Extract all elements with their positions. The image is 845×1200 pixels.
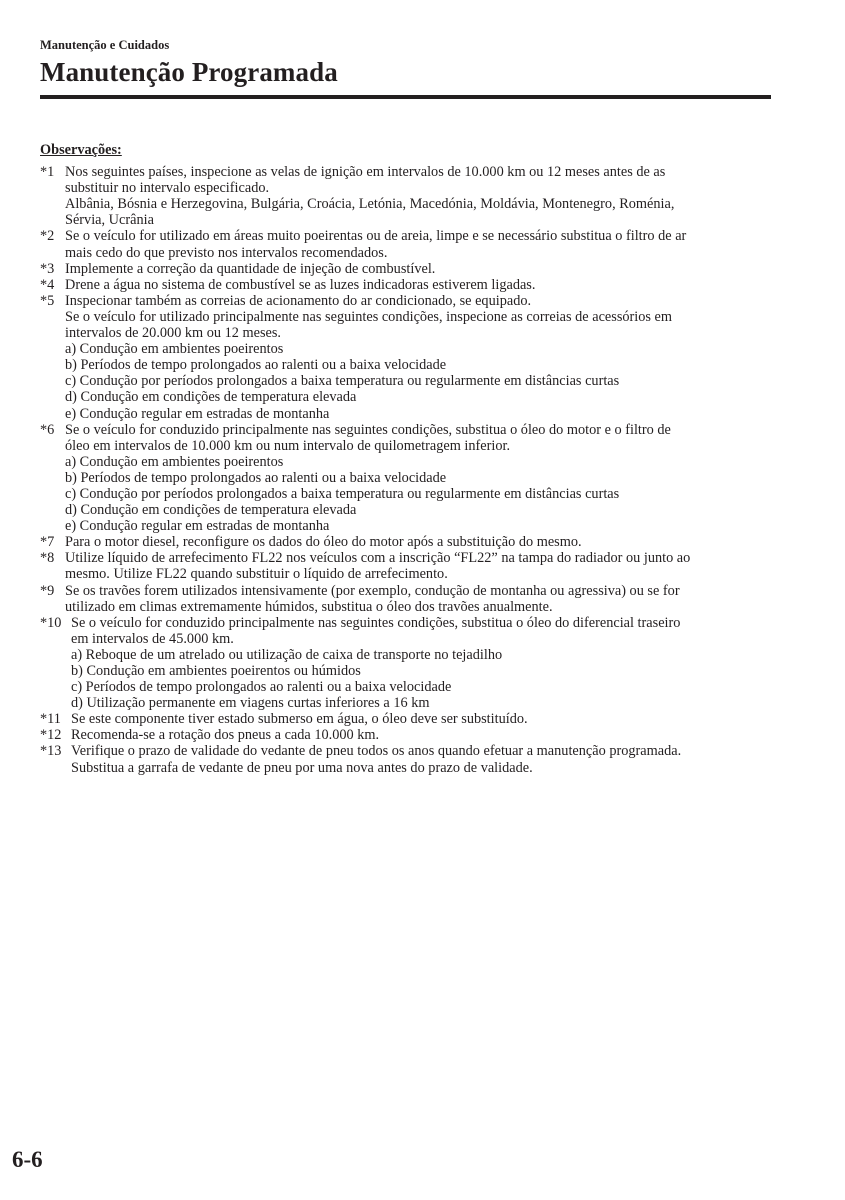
note-line: Se este componente tiver estado submerso em água, o óleo deve ser substituído. bbox=[71, 711, 528, 728]
note-marker: *5 bbox=[40, 292, 55, 309]
note-body bbox=[65, 261, 770, 277]
note-line: Implemente a correção da quantidade de injeção de combustível. bbox=[65, 260, 436, 277]
note-marker: *10 bbox=[40, 614, 62, 631]
note-line: Se os travões forem utilizados intensivamente (por exemplo, condução de montanha ou agressiva) ou se for bbox=[65, 582, 680, 599]
note-line: Se o veículo for utilizado em áreas muito poeirentas ou de areia, limpe e se necessário substitua o filtro de ar bbox=[65, 228, 687, 245]
note-body bbox=[71, 711, 770, 727]
note-item bbox=[40, 422, 770, 535]
note-marker: *11 bbox=[40, 711, 61, 728]
notes-section bbox=[40, 142, 770, 776]
section-header: Manutenção e Cuidados bbox=[40, 38, 170, 52]
note-line: intervalos de 20.000 km ou 12 meses. bbox=[65, 325, 282, 342]
note-line: d) Utilização permanente em viagens curtas inferiores a 16 km bbox=[71, 695, 430, 712]
note-line: Albânia, Bósnia e Herzegovina, Bulgária, Croácia, Letónia, Macedónia, Moldávia, Montenegro, Roménia, bbox=[65, 196, 675, 213]
note-body bbox=[65, 164, 770, 228]
note-line: b) Condução em ambientes poeirentos ou húmidos bbox=[71, 663, 361, 679]
note-line: Se o veículo for conduzido principalmente nas seguintes condições, substitua o óleo do diferencial traseiro bbox=[71, 614, 681, 631]
note-item bbox=[40, 743, 770, 775]
notes-list bbox=[40, 164, 770, 776]
note-line: utilizado em climas extremamente húmidos, substitua o óleo dos travões anualmente. bbox=[65, 598, 553, 615]
note-body bbox=[71, 727, 770, 743]
note-marker: *4 bbox=[40, 276, 55, 293]
note-marker: *6 bbox=[40, 421, 55, 438]
note-marker: *3 bbox=[40, 260, 55, 277]
note-body bbox=[65, 550, 770, 582]
note-body bbox=[65, 293, 770, 422]
title-divider bbox=[40, 95, 771, 99]
note-line: substituir no intervalo especificado. bbox=[65, 180, 270, 197]
note-line: a) Reboque de um atrelado ou utilização de caixa de transporte no tejadilho bbox=[71, 646, 503, 663]
note-line: em intervalos de 45.000 km. bbox=[71, 630, 234, 647]
note-line: Substitua a garrafa de vedante de pneu por uma nova antes do prazo de validade. bbox=[71, 759, 533, 776]
note-item bbox=[40, 550, 770, 582]
note-body bbox=[65, 583, 770, 615]
page-number: 6-6 bbox=[12, 1147, 43, 1172]
note-line: c) Condução por períodos prolongados a baixa temperatura ou regularmente em distâncias curtas bbox=[65, 485, 620, 502]
note-line: b) Períodos de tempo prolongados ao ralenti ou a baixa velocidade bbox=[65, 357, 447, 374]
note-line: a) Condução em ambientes poeirentos bbox=[65, 453, 284, 470]
note-body bbox=[65, 277, 770, 293]
note-line: a) Condução em ambientes poeirentos bbox=[65, 341, 284, 358]
note-item bbox=[40, 583, 770, 615]
note-line: e) Condução regular em estradas de montanha bbox=[65, 405, 330, 422]
note-line: mais cedo do que previsto nos intervalos recomendados. bbox=[65, 244, 388, 261]
note-line: Sérvia, Ucrânia bbox=[65, 212, 154, 229]
note-marker: *1 bbox=[40, 164, 55, 181]
note-line: Se o veículo for conduzido principalmente nas seguintes condições, substitua o óleo do motor e o filtro de bbox=[65, 421, 671, 438]
note-marker: *7 bbox=[40, 534, 55, 551]
note-line: Para o motor diesel, reconfigure os dados do óleo do motor após a substituição do mesmo. bbox=[65, 534, 582, 551]
note-line: Nos seguintes países, inspecione as velas de ignição em intervalos de 10.000 km ou 12 meses antes de as bbox=[65, 164, 666, 181]
note-line: e) Condução regular em estradas de montanha bbox=[65, 518, 330, 535]
note-line: Inspecionar também as correias de acionamento do ar condicionado, se equipado. bbox=[65, 292, 532, 309]
note-marker: *13 bbox=[40, 743, 62, 760]
note-line: óleo em intervalos de 10.000 km ou num intervalo de quilometragem inferior. bbox=[65, 437, 511, 454]
note-body bbox=[71, 743, 770, 775]
note-marker: *9 bbox=[40, 582, 55, 599]
note-line: Se o veículo for utilizado principalmente nas seguintes condições, inspecione as correias de acessórios em bbox=[65, 308, 673, 325]
note-body bbox=[71, 615, 770, 712]
note-item bbox=[40, 534, 770, 550]
note-item bbox=[40, 293, 770, 422]
note-body bbox=[65, 422, 770, 535]
note-marker: *2 bbox=[40, 228, 55, 245]
note-item bbox=[40, 615, 770, 712]
note-body bbox=[65, 228, 770, 260]
note-item bbox=[40, 727, 770, 743]
note-line: mesmo. Utilize FL22 quando substituir o líquido de arrefecimento. bbox=[65, 566, 448, 583]
note-item bbox=[40, 277, 770, 293]
note-line: d) Condução em condições de temperatura elevada bbox=[65, 502, 357, 519]
page-title: Manutenção Programada bbox=[40, 57, 338, 87]
note-line: Utilize líquido de arrefecimento FL22 nos veículos com a inscrição “FL22” na tampa do radiador ou junto ao bbox=[65, 550, 691, 567]
note-line: d) Condução em condições de temperatura elevada bbox=[65, 389, 357, 406]
note-body bbox=[65, 534, 770, 550]
note-marker: *12 bbox=[40, 727, 62, 744]
note-line: Verifique o prazo de validade do vedante de pneu todos os anos quando efetuar a manutenção programada. bbox=[71, 743, 682, 760]
notes-heading: Observações: bbox=[40, 142, 122, 158]
note-item bbox=[40, 164, 770, 228]
note-line: Recomenda-se a rotação dos pneus a cada 10.000 km. bbox=[71, 727, 380, 744]
note-marker: *8 bbox=[40, 550, 55, 567]
note-item bbox=[40, 261, 770, 277]
note-line: c) Períodos de tempo prolongados ao ralenti ou a baixa velocidade bbox=[71, 679, 452, 696]
note-line: Drene a água no sistema de combustível se as luzes indicadoras estiverem ligadas. bbox=[65, 276, 536, 293]
note-item bbox=[40, 711, 770, 727]
note-item bbox=[40, 228, 770, 260]
note-line: b) Períodos de tempo prolongados ao ralenti ou a baixa velocidade bbox=[65, 469, 447, 486]
note-line: c) Condução por períodos prolongados a baixa temperatura ou regularmente em distâncias curtas bbox=[65, 373, 620, 390]
